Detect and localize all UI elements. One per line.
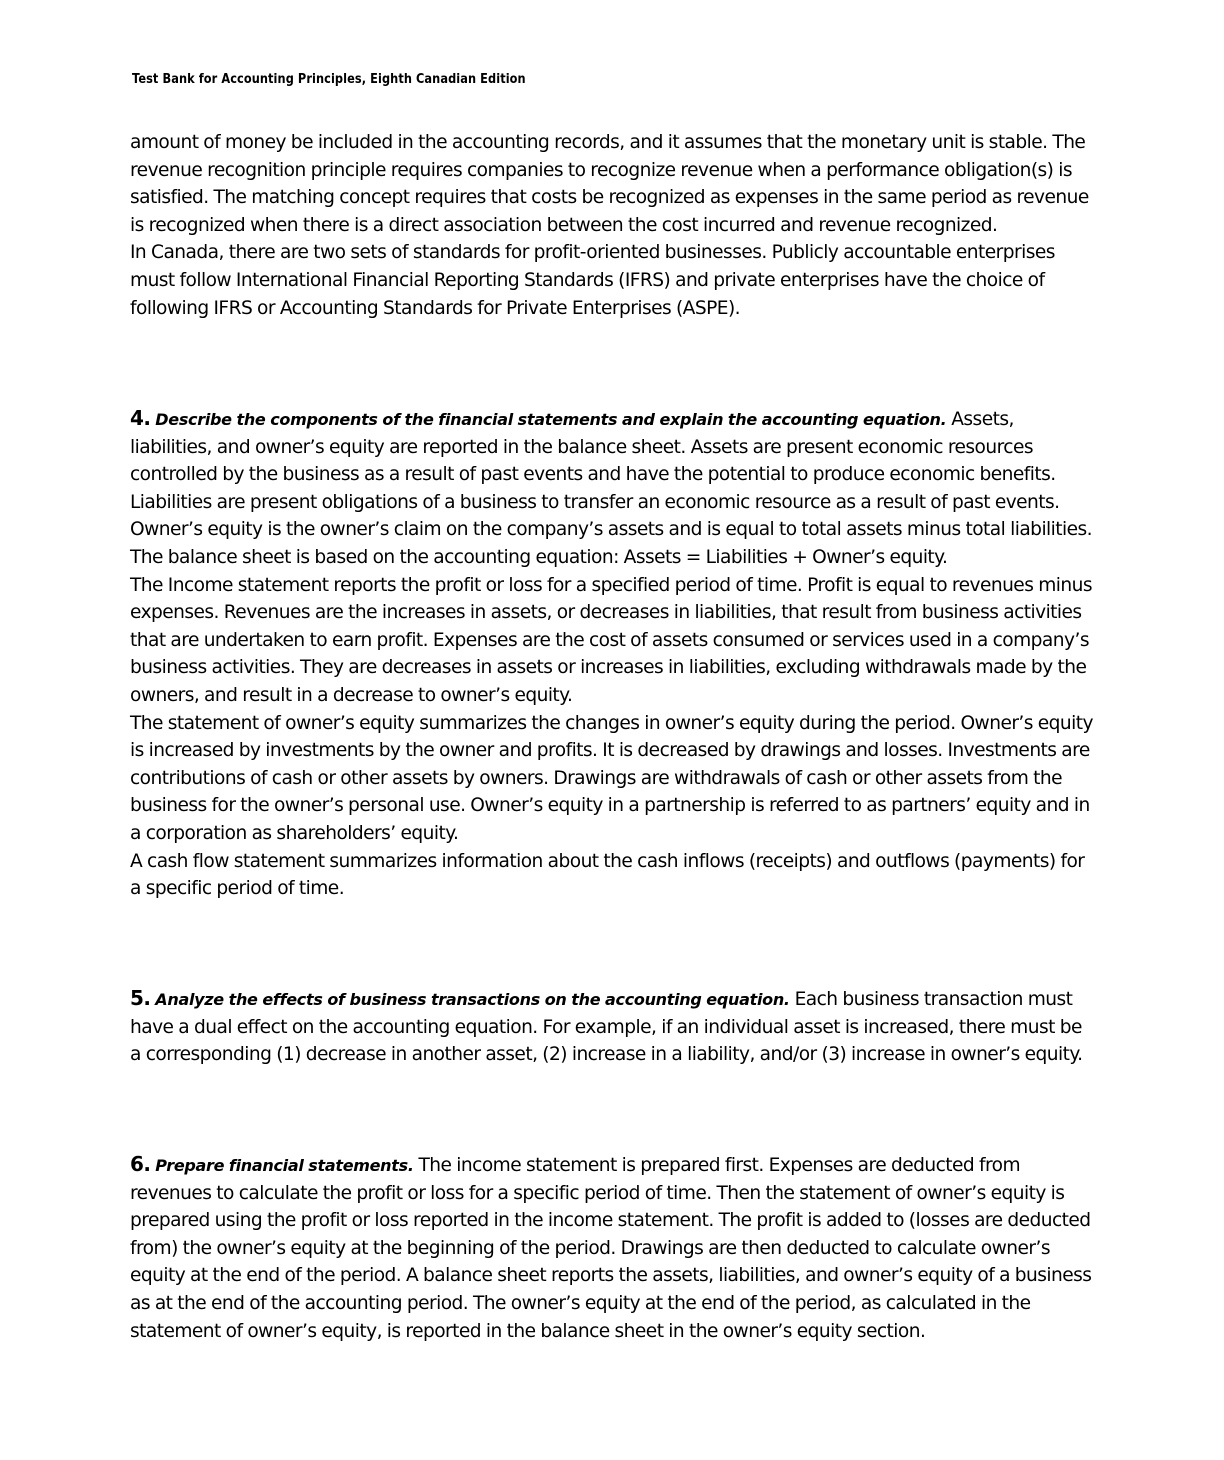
objective-title: Prepare financial statements.	[155, 1156, 414, 1175]
paragraph: In Canada, there are two sets of standards for profit-oriented businesses. Publicly accountable enterprises must follow International Financial Reporting Standards (IFRS) and private enterprises have the choice of following IFRS or Accounting Standards for Private Enterprises (ASPE).	[130, 242, 1055, 319]
objective-number: 5.	[130, 986, 151, 1010]
paragraph-text: Assets, liabilities, and owner’s equity are reported in the balance sheet. Assets are present economic resources controlled by the business as a result of past events and have the potential to produce economic benefits. Liabilities are present obligations of a business to transfer an economic resource as a result of past events. Owner’s equity is the owner’s claim on the company’s assets and is equal to total assets minus total liabilities. The balance sheet is based on the accounting equation: Assets = Liabilities + Owner’s equity.	[130, 409, 1093, 568]
paragraph: The Income statement reports the profit or loss for a specified period of time. Profit is equal to revenues minus expenses. Revenues are the increases in assets, or decreases in liabilities, that result from business activities that are undertaken to earn profit. Expenses are the cost of assets consumed or services used in a company’s business activities. They are decreases in assets or increases in liabilities, excluding withdrawals made by the owners, and result in a decrease to owner’s equity.	[130, 574, 1092, 706]
running-header: Test Bank for Accounting Principles, Eighth Canadian Edition	[132, 72, 526, 87]
objective-title: Describe the components of the financial statements and explain the accounting equation.	[155, 410, 947, 429]
paragraph: The statement of owner’s equity summarizes the changes in owner’s equity during the period. Owner’s equity is increased by investments by the owner and profits. It is decreased by drawings and losses. Investments are contributions of cash or other assets by owners. Drawings are withdrawals of cash or other assets from the business for the owner’s personal use. Owner’s equity in a partnership is referred to as partners’ equity and in a corporation as shareholders’ equity.	[130, 712, 1093, 844]
learning-objective-6	[130, 1151, 1094, 1345]
paragraph: amount of money be included in the accounting records, and it assumes that the monetary unit is stable. The revenue recognition principle requires companies to recognize revenue when a performance obligation(s) is satisfied. The matching concept requires that costs be recognized as expenses in the same period as revenue is recognized when there is a direct association between the cost incurred and revenue recognized.	[130, 132, 1089, 236]
objective-number: 4.	[130, 406, 151, 430]
paragraph	[130, 405, 1094, 572]
objective-title: Analyze the effects of business transactions on the accounting equation.	[155, 990, 790, 1009]
paragraph-text: Each business transaction must have a dual effect on the accounting equation. For example, if an individual asset is increased, there must be a corresponding (1) decrease in another asset, (2) increase in a liability, and/or (3) increase in owner’s equity.	[130, 989, 1083, 1066]
paragraph	[130, 985, 1094, 1069]
paragraph-text: The income statement is prepared first. Expenses are deducted from revenues to calculate the profit or loss for a specific period of time. Then the statement of owner’s equity is prepared using the profit or loss reported in the income statement. The profit is added to (losses are deducted from) the owner’s equity at the beginning of the period. Drawings are then deducted to calculate owner’s equity at the end of the period. A balance sheet reports the assets, liabilities, and owner’s equity of a business as at the end of the accounting period. The owner’s equity at the end of the period, as calculated in the statement of owner’s equity, is reported in the balance sheet in the owner’s equity section.	[130, 1155, 1092, 1342]
paragraph: A cash flow statement summarizes information about the cash inflows (receipts) and outflows (payments) for a specific period of time.	[130, 850, 1085, 900]
learning-objective-4	[130, 405, 1094, 903]
objective-number: 6.	[130, 1152, 151, 1176]
paragraph	[130, 1151, 1094, 1345]
learning-objective-5	[130, 985, 1094, 1069]
continued-section	[130, 129, 1094, 322]
